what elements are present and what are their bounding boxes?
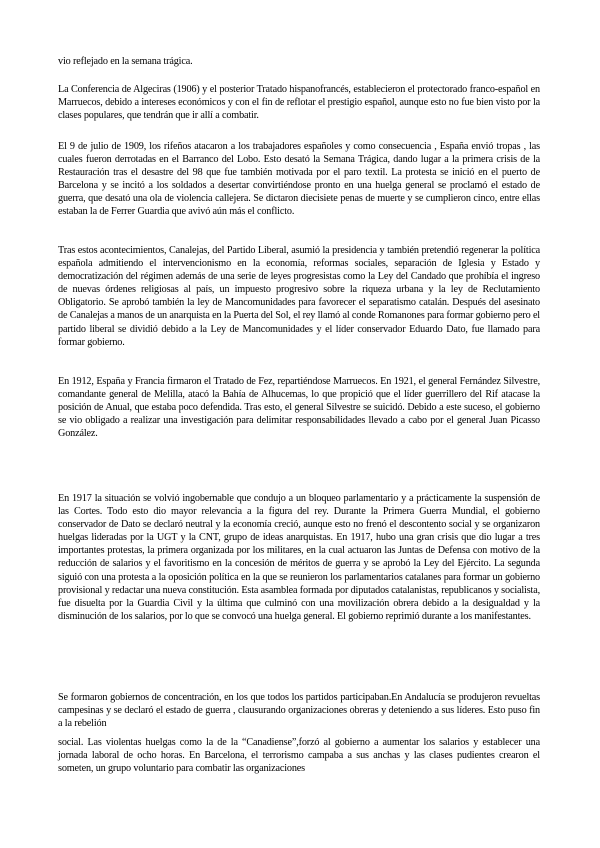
- paragraph-gobiernos-concentracion: Se formaron gobiernos de concentración, en los que todos los partidos participaban.En Andalucía se produjeron revueltas campesinas y se declaró el estado de guerra , clausurando organizaciones obreras y deteniendo a sus líderes. Esto puso fin a la rebelión: [58, 692, 540, 730]
- paragraph-conferencia-algeciras: La Conferencia de Algeciras (1906) y el posterior Tratado hispanofrancés, establecieron el protectorado franco-español en Marruecos, debido a intereses económicos y con el fin de reflotar el prestigio español, aunque esto no fue bien visto por la clases populares, que tendrán que ir allí a combatir.: [58, 84, 540, 122]
- paragraph-tratado-fez: En 1912, España y Francia firmaron el Tratado de Fez, repartiéndose Marruecos. En 1921, el general Fernández Silvestre, comandante general de Melilla, atacó la Bahía de Alhucemas, lo que propició que el líder guerrillero del Rif atacase la posición de Anual, que estaba poco defendida. Tras esto, el general Silvestre se suicidó. Debido a este suceso, el gobierno se vio obligado a realizar una investigación para delimitar responsabilidades llevado a cabo por el general Juan Picasso González.: [58, 376, 540, 440]
- paragraph-canalejas: Tras estos acontecimientos, Canalejas, del Partido Liberal, asumió la presidencia y también pretendió regenerar la política española admitiendo el intervencionismo en la economía, reformas sociales, separación de Iglesia y Estado y democratización del régimen además de una serie de leyes progresistas como la Ley del Candado que prohíbía el ingreso de nuevas órdenes religiosas al país, un impuesto progresivo sobre la riqueza urbana y la ley de Reclutamiento Obligatorio. Se aprobó también la ley de Mancomunidades para favorecer el separatismo catalán. Después del asesinato de Canalejas a manos de un anarquista en la Puerta del Sol, el rey llamó al conde Romanones para formar gobierno pero el partido liberal se dividió debido a la Ley de Mancomunidades y el líder conservador Eduardo Dato, fue llamado para formar gobierno.: [58, 245, 540, 348]
- paragraph-huelgas-canadiense: social. Las violentas huelgas como la de la “Canadiense”,forzó al gobierno a aumentar los salarios y establecer una jornada laboral de ocho horas. En Barcelona, el terrorismo campaba a sus anchas y las clases pudientes crearon el someten, un grupo voluntario para combatir las organizaciones: [58, 737, 540, 775]
- paragraph-crisis-1917: En 1917 la situación se volvió ingobernable que condujo a un bloqueo parlamentario y a prácticamente la suspensión de las Cortes. Todo esto dio mayor relevancia a la figura del rey. Durante la Primera Guerra Mundial, el gobierno conservador de Dato se declaró neutral y la economía creció, aunque esto no frenó el descontento social y se organizaron huelgas lideradas por la UGT y la CNT, grupo de ideas anarquistas. En 1917, hubo una gran crisis que dio lugar a tres importantes protestas, la primera organizada por los militares, en la cual actuaron las Juntas de Defensa con motivo de la reducción de salarios y el favoritismo en la concesión de méritos de guerra y se aprobó la Ley del Ejército. La segunda siguió con una protesta a la oposición política en la que se reunieron los parlamentarios catalanes para formar un gobierno provisional y redactar una nueva constitución. Esta asamblea formada por diputados catalanistas, republicanos y socialista, fue disuelta por la Guardia Civil y la última que culminó con una movilización obrera debido a la desigualdad y la disminución de los salarios, por lo que se convocó una huelga general. El gobierno reprimió durante a los manifestantes.: [58, 493, 540, 622]
- intro-line: vio reflejado en la semana trágica.: [58, 56, 193, 67]
- paragraph-semana-tragica: El 9 de julio de 1909, los rifeños atacaron a los trabajadores españoles y como consecuencia , España envió tropas , las cuales fueron derrotadas en el Barranco del Lobo. Esto desató la Semana Trágica, dando lugar a la primera crisis de la Restauración tras el desastre del 98 que fue también motivada por el paro textil. La protesta se inició en el puerto de Barcelona y se incitó a los soldados a desertar convirtiéndose pronto en una huelga general se proclamó el estado de guerra, que desató una ola de violencia callejera. Se dictaron diecisiete penas de muerte y se cumplieron cinco, entre ellas estaban la de Ferrer Guardia que avivó aún más el conflicto.: [58, 141, 540, 218]
